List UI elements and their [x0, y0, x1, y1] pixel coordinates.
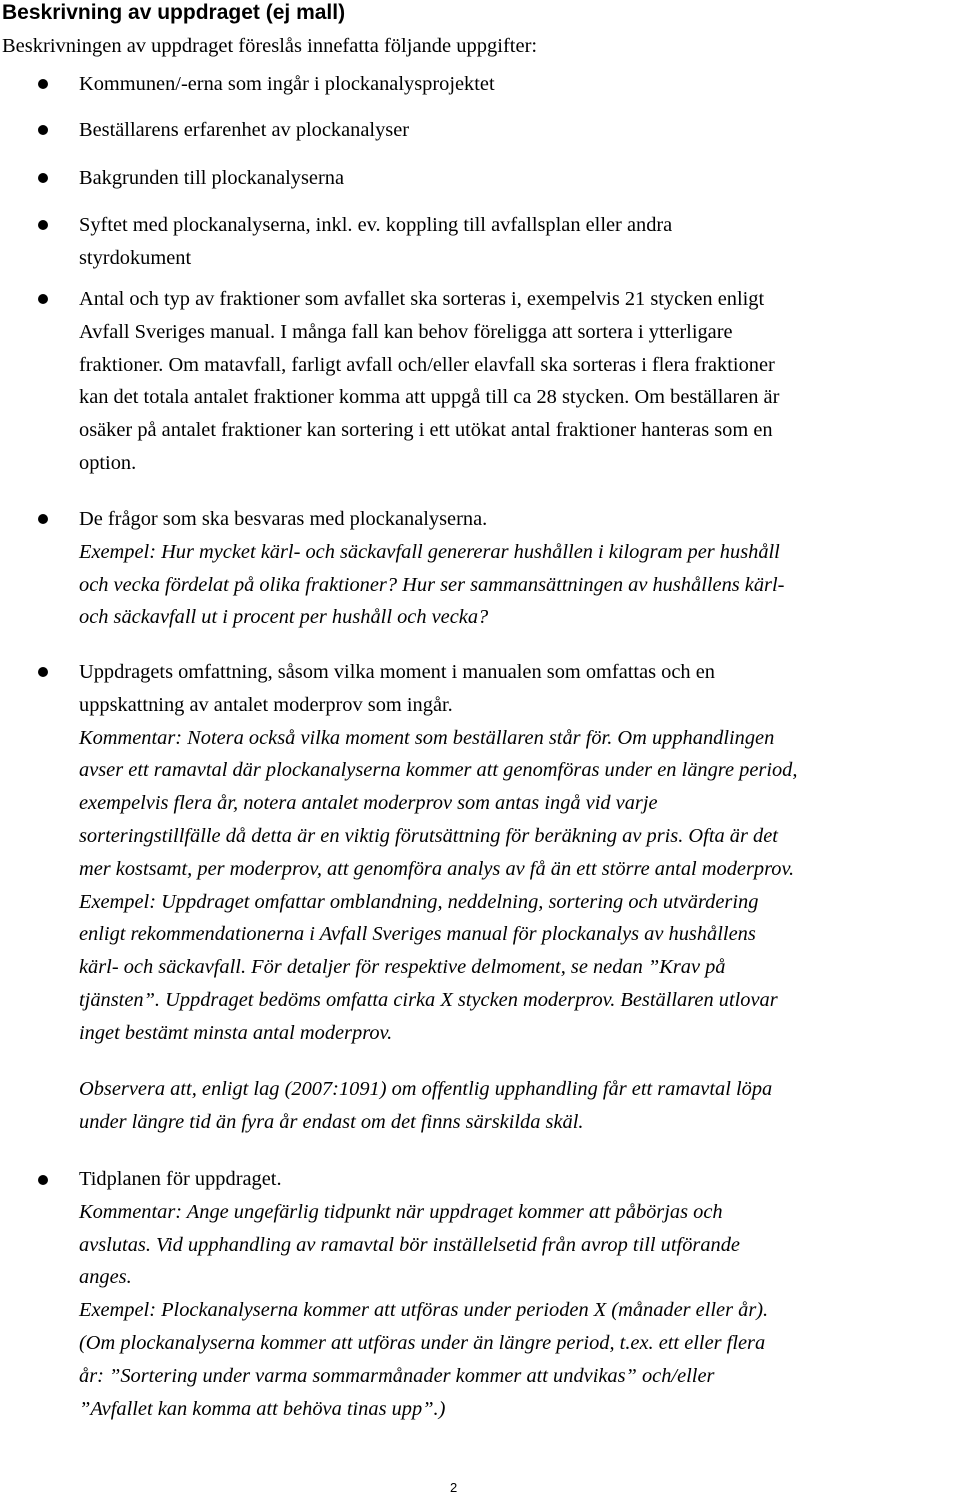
list-item-text: osäker på antalet fraktioner kan sortering i ett utökat antal fraktioner hanteras som en: [79, 419, 773, 442]
list-item: [79, 656, 959, 1050]
example-text: och vecka fördelat på olika fraktioner? Hur ser sammansättningen av hushållens kärl-: [79, 573, 785, 596]
list-item: [79, 503, 959, 634]
comment-text: anges.: [79, 1266, 132, 1289]
comment-text: exempelvis flera år, notera antalet moderprov som antas ingå vid varje: [79, 792, 658, 815]
bullet-icon: [38, 514, 48, 524]
bullet-icon: [38, 125, 48, 135]
list-item-text: Syftet med plockanalyserna, inkl. ev. koppling till avfallsplan eller andra: [79, 214, 673, 236]
list-item-text: Antal och typ av fraktioner som avfallet ska sorteras i, exempelvis 21 stycken enligt: [79, 288, 765, 310]
example-text: kärl- och säckavfall. För detaljer för respektive delmoment, se nedan ”Krav på: [79, 956, 726, 979]
list-item-text: De frågor som ska besvaras med plockanalyserna.: [79, 508, 488, 530]
list-item-text: kan det totala antalet fraktioner komma att uppgå till ca 28 stycken. Om beställaren är: [79, 386, 780, 409]
example-text: inget bestämt minsta antal moderprov.: [79, 1021, 393, 1044]
list-item-text: fraktioner. Om matavfall, farligt avfall och/eller elavfall ska sorteras i flera fraktioner: [79, 353, 775, 376]
example-text: Exempel: Uppdraget omfattar omblandning, neddelning, sortering och utvärdering: [79, 890, 759, 913]
list-item: [79, 283, 959, 480]
bullet-icon: [38, 294, 48, 304]
page-number: 2: [450, 1480, 458, 1495]
comment-text: sorteringstillfälle då detta är en viktig förutsättning för beräkning av pris. Ofta är det: [79, 824, 778, 847]
list-item-text: Kommunen/-erna som ingår i plockanalysprojektet: [79, 73, 495, 95]
list-item: [79, 1163, 959, 1425]
list-item: [79, 209, 959, 275]
comment-text: Kommentar: Ange ungefärlig tidpunkt när uppdraget kommer att påbörjas och: [79, 1200, 723, 1223]
comment-text: mer kostsamt, per moderprov, att genomföra analys av få än ett större antal moderprov.: [79, 857, 795, 880]
list-item: [79, 68, 959, 101]
example-text: och säckavfall ut i procent per hushåll och vecka?: [79, 606, 489, 629]
list-item-text: Uppdragets omfattning, såsom vilka moment i manualen som omfattas och en: [79, 661, 715, 683]
example-text: Exempel: Plockanalyserna kommer att utföras under perioden X (månader eller år).: [79, 1299, 769, 1322]
intro-paragraph: Beskrivningen av uppdraget föreslås innefatta följande uppgifter:: [2, 35, 538, 57]
list-item-text: Avfall Sveriges manual. I många fall kan behov föreligga att sortera i ytterligare: [79, 320, 733, 343]
note-text: under längre tid än fyra år endast om det finns särskilda skäl.: [79, 1110, 584, 1133]
bullet-icon: [38, 173, 48, 183]
note-text: Observera att, enligt lag (2007:1091) om offentlig upphandling får ett ramavtal löpa: [79, 1078, 773, 1100]
example-text: enligt rekommendationerna i Avfall Sveriges manual för plockanalys av hushållens: [79, 923, 756, 946]
example-text: ”Avfallet kan komma att behöva tinas upp”.): [79, 1397, 446, 1420]
bullet-icon: [38, 220, 48, 230]
list-item-text: option.: [79, 451, 137, 474]
comment-text: Kommentar: Notera också vilka moment som beställaren står för. Om upphandlingen: [79, 726, 775, 749]
example-text: Exempel: Hur mycket kärl- och säckavfall genererar hushållen i kilogram per hushåll: [79, 540, 780, 563]
list-item-text: Bakgrunden till plockanalyserna: [79, 167, 344, 189]
list-item-text: uppskattning av antalet moderprov som ingår.: [79, 693, 453, 716]
example-text: år: ”Sortering under varma sommarmånader kommer att undvikas” och/eller: [79, 1364, 715, 1387]
list-item: [79, 162, 959, 195]
note-paragraph: [79, 1073, 959, 1139]
list-item-text: styrdokument: [79, 246, 192, 269]
list-item-text: Tidplanen för uppdraget.: [79, 1168, 282, 1190]
list-item-text: Beställarens erfarenhet av plockanalyser: [79, 119, 410, 141]
section-heading: Beskrivning av uppdraget (ej mall): [2, 1, 346, 24]
bullet-icon: [38, 667, 48, 677]
bullet-icon: [38, 79, 48, 89]
list-item: [79, 114, 959, 147]
example-text: (Om plockanalyserna kommer att utföras under än längre period, t.ex. ett eller flera: [79, 1331, 766, 1354]
comment-text: avslutas. Vid upphandling av ramavtal bör inställelsetid från avrop till utförande: [79, 1233, 740, 1256]
comment-text: avser ett ramavtal där plockanalyserna kommer att genomföras under en längre period,: [79, 759, 798, 782]
example-text: tjänsten”. Uppdraget bedöms omfatta cirka X stycken moderprov. Beställaren utlovar: [79, 988, 778, 1011]
bullet-icon: [38, 1175, 48, 1185]
